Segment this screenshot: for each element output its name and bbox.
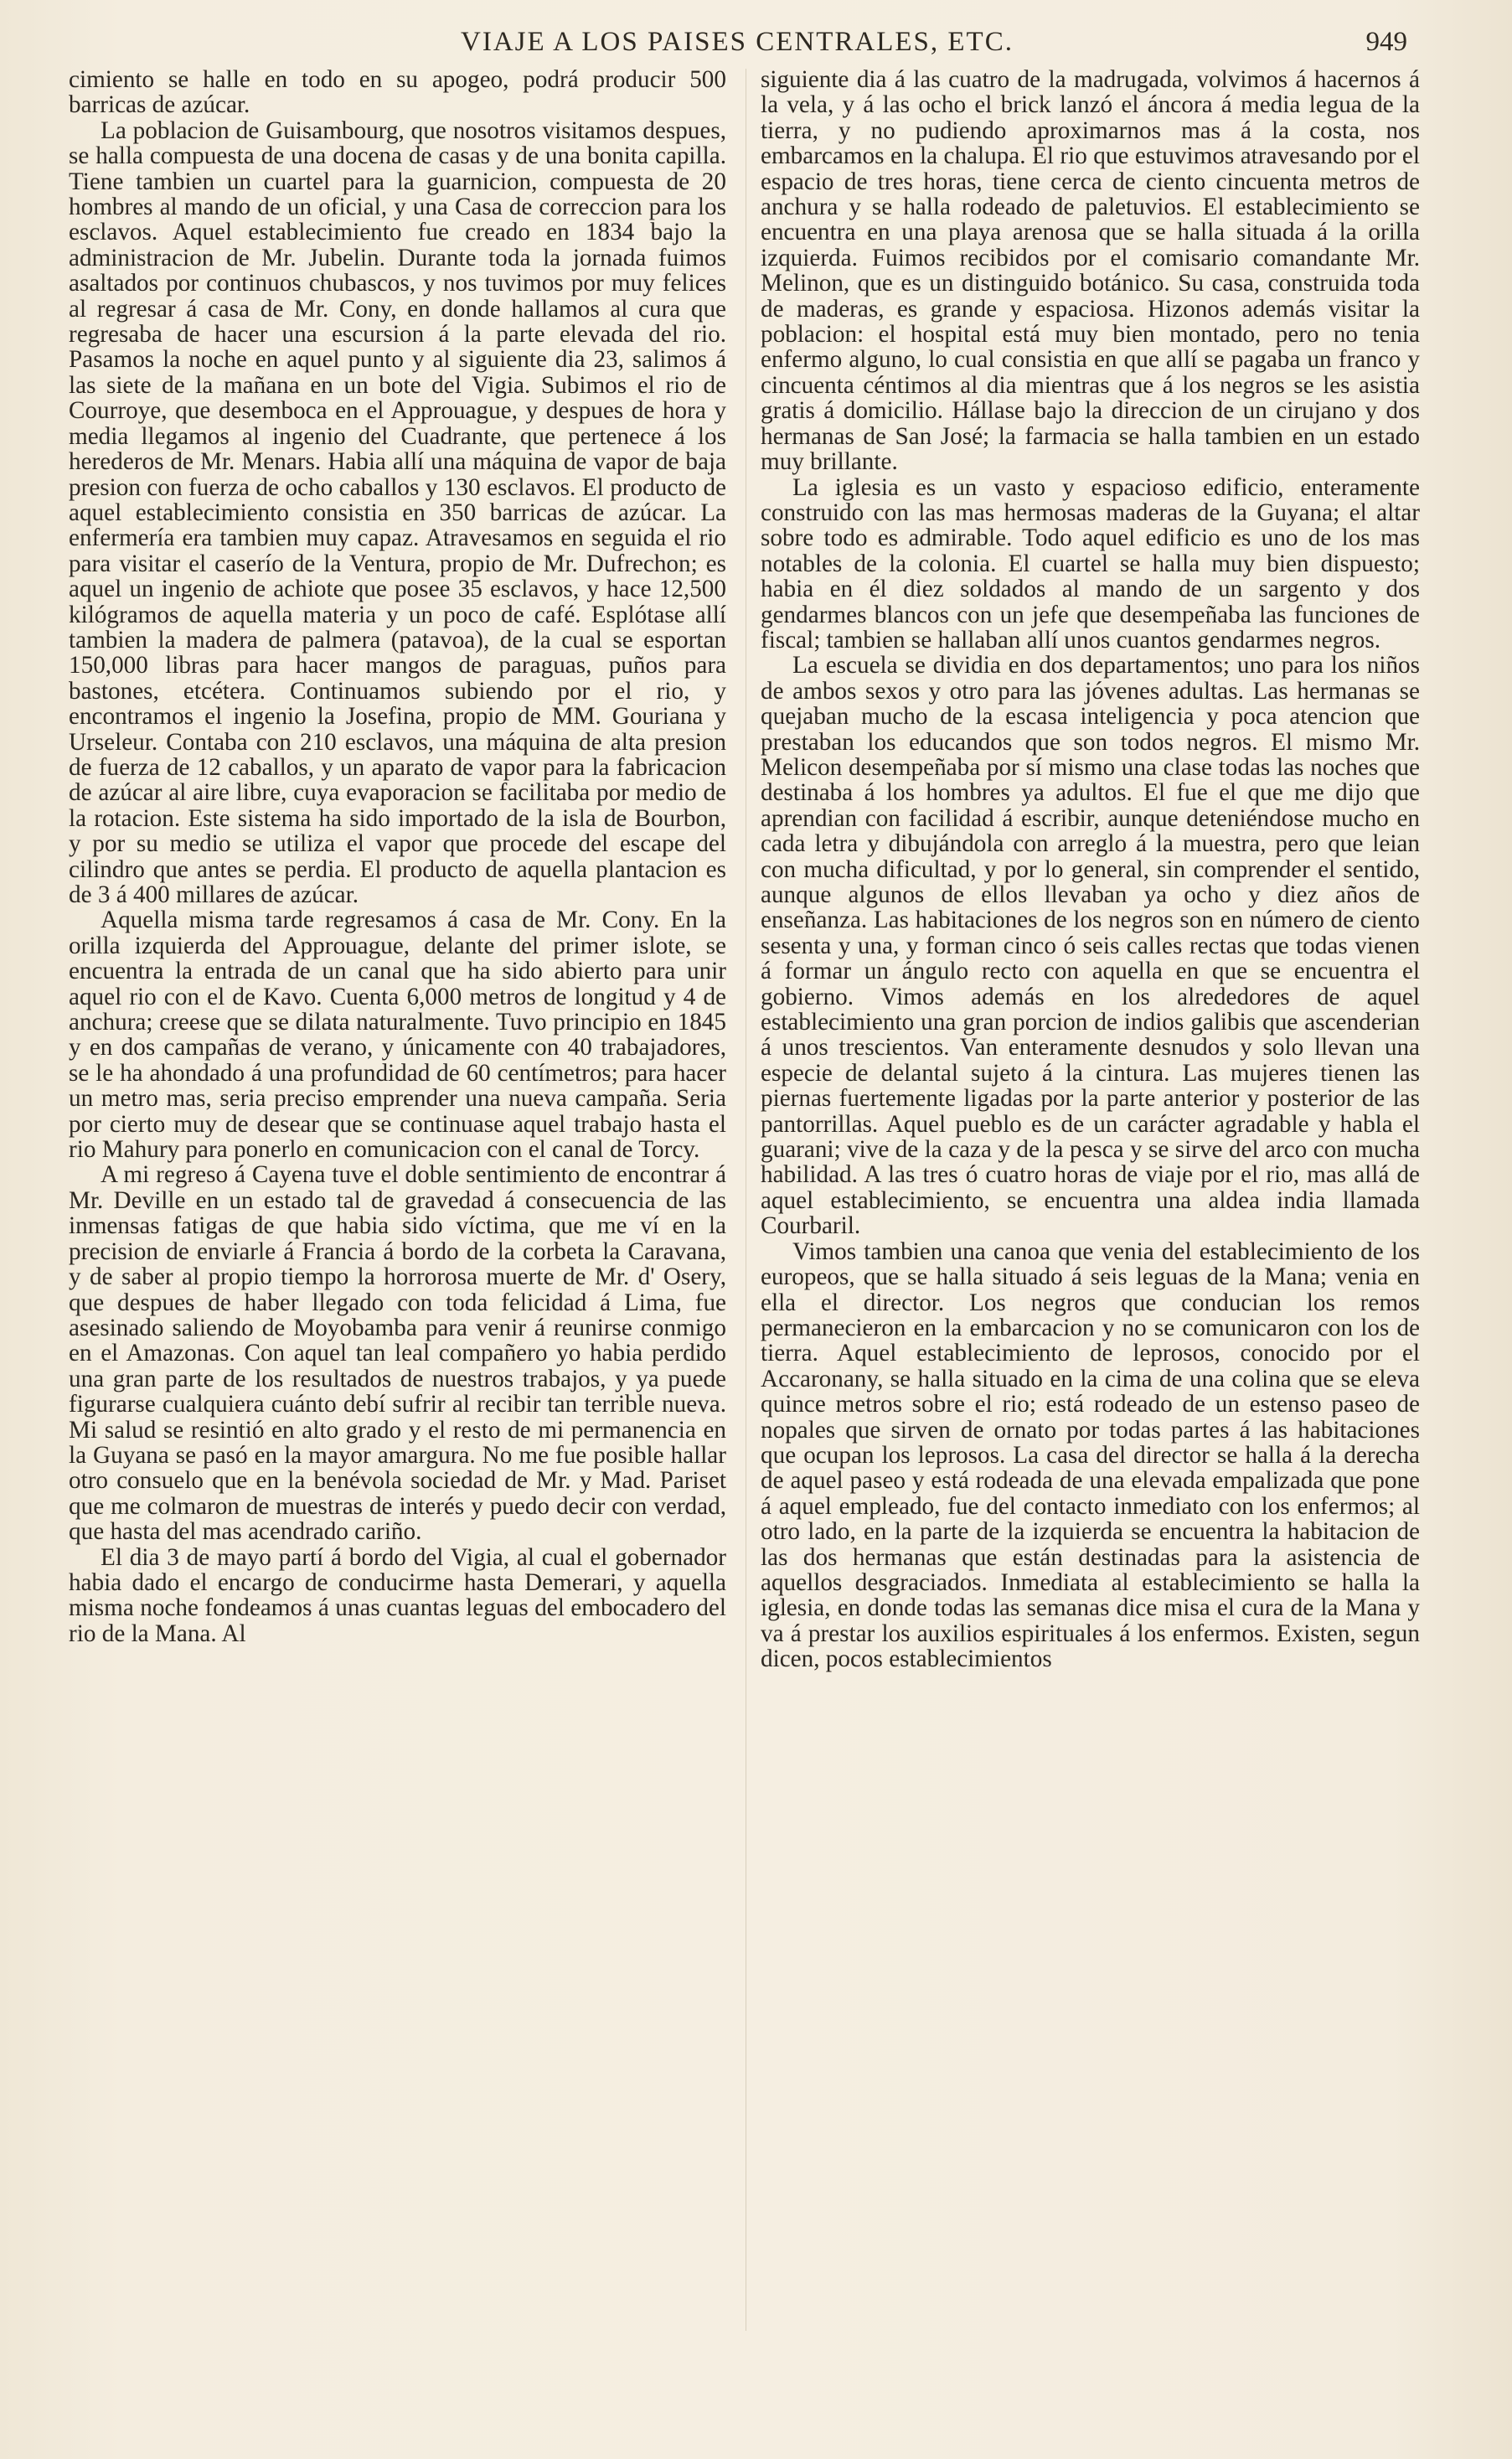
paragraph: Vimos tambien una canoa que venia del establecimiento de los europeos, que se halla situado á seis leguas de la Mana; venia en ella el director. Los negros que conducian los remos permanecieron en la embarcacion y no se comunicaron con los de tierra. Aquel establecimiento de leprosos, conocido por el Accaronany, se halla situado en la cima de una colina que se eleva quince metros sobre el rio; está rodeado de un estenso paseo de nopales que sirven de ornato por todas partes á las habitaciones que ocupan los leprosos. La casa del director se halla á la derecha de aquel paseo y está rodeada de una elevada empalizada que pone á aquel empleado, fue del contacto inmediato con los enfermos; al otro lado, en la parte de la izquierda se encuentra la habitacion de las dos hermanas que están destinadas para la asistencia de aquellos desgraciados. Inmediata al establecimiento se halla la iglesia, en donde todas las semanas dice misa el cura de la Mana y va á prestar los auxilios espirituales á los enfermos. Existen, segun dicen, pocos establecimientos: [761, 1237, 1420, 1673]
left-column: [69, 67, 726, 1646]
paragraph: El dia 3 de mayo partí á bordo del Vigia, al cual el gobernador habia dado el encargo de conducirme hasta Demerari, y aquella misma noche fondeamos á unas cuantas leguas del embocadero del rio de la Mana. Al: [69, 1543, 726, 1647]
page-number: 949: [1365, 27, 1407, 57]
running-header: [67, 27, 1407, 69]
header-title: VIAJE A LOS PAISES CENTRALES, ETC.: [461, 27, 1014, 57]
paragraph: siguiente dia á las cuatro de la madrugada, volvimos á hacernos á la vela, y á las ocho el brick lanzó el áncora á media legua de la tierra, y no pudiendo aproximarnos mas á la costa, nos embarcamos en la chalupa. El rio que estuvimos atravesando por el espacio de tres horas, tiene cerca de ciento cincuenta metros de anchura y se halla rodeado de paletuvios. El establecimiento se encuentra en una playa arenosa que se halla situada á la orilla izquierda. Fuimos recibidos por el comisario comandante Mr. Melinon, que es un distinguido botánico. Su casa, construida toda de maderas, es grande y espaciosa. Hizonos además visitar la poblacion: el hospital está muy bien montado, pero no tenia enfermo alguno, lo cual consistia en que allí se pagaba un franco y cincuenta céntimos al dia mientras que á los negros se les asistia gratis á domicilio. Hállase bajo la direccion de un cirujano y dos hermanas de San José; la farmacia se halla tambien en un estado muy brillante.: [761, 66, 1420, 476]
paragraph: A mi regreso á Cayena tuve el doble sentimiento de encontrar á Mr. Deville en un estado tal de gravedad á consecuencia de las inmensas fatigas de que habia sido víctima, que me ví en la precision de enviarle á Francia á bordo de la corbeta la Caravana, y de saber al propio tiempo la horrorosa muerte de Mr. d' Osery, que despues de haber llegado con toda felicidad á Lima, fue asesinado saliendo de Moyobamba para venir á reunirse conmigo en el Amazonas. Con aquel tan leal compañero yo habia perdido una gran parte de los resultados de nuestros trabajos, y ya puede figurarse cualquiera cuánto debí sufrir al recibir tan terrible nueva. Mi salud se resintió en alto grado y el resto de mi permanencia en la Guyana se pasó en la mayor amargura. No me fue posible hallar otro consuelo que en la benévola sociedad de Mr. y Mad. Pariset que me colmaron de muestras de interés y puedo decir con verdad, que hasta del mas acendrado cariño.: [69, 1161, 726, 1546]
paragraph: La escuela se dividia en dos departamentos; uno para los niños de ambos sexos y otro para las jóvenes adultas. Las hermanas se quejaban mucho de la escasa inteligencia y poca atencion que prestaban los educandos que son todos negros. El mismo Mr. Melicon desempeñaba por sí mismo una clase todas las noches que destinaba á los hombres ya adultos. El fue el que me dijo que aprendian con facilidad á escribir, aunque deteniéndose mucho en cada letra y dibujándola con arreglo á la muestra, pero que leian con mucha dificultad, y por lo general, sin comprender el sentido, aunque algunos de ellos llevaban ya ocho y diez años de enseñanza. Las habitaciones de los negros son en número de ciento sesenta y una, y forman cinco ó seis calles rectas que todas vienen á formar un ángulo recto con aquella en que se encuentra el gobierno. Vimos además en los alrededores de aquel establecimiento una gran porcion de indios galibis que ascenderian á unos trescientos. Van enteramente desnudos y solo llevan una especie de delantal sujeto á la cintura. Las mujeres tienen las piernas fuertemente ligadas por la parte anterior y posterior de las pantorrillas. Aquel pueblo es de un carácter agradable y habla el guarani; vive de la caza y de la pesca y se sirve del arco con mucha habilidad. A las tres ó cuatro horas de viaje por el rio, mas allá de aquel establecimiento, se encuentra una aldea india llamada Courbaril.: [761, 652, 1420, 1240]
paragraph: La poblacion de Guisambourg, que nosotros visitamos despues, se halla compuesta de una docena de casas y de una bonita capilla. Tiene tambien un cuartel para la guarnicion, compuesta de 20 hombres al mando de un oficial, y una Casa de correccion para los esclavos. Aquel establecimiento fue creado en 1834 bajo la administracion de Mr. Jubelin. Durante toda la jornada fuimos asaltados por continuos chubascos, y nos tuvimos por muy felices al regresar á casa de Mr. Cony, en donde hallamos al cura que regresaba de hacer una escursion á la parte elevada del rio. Pasamos la noche en aquel punto y al siguiente dia 23, salimos á las siete de la mañana en un bote del Vigia. Subimos el rio de Courroye, que desemboca en el Approuague, y despues de hora y media llegamos al ingenio del Cuadrante, que pertenece á los herederos de Mr. Menars. Habia allí una máquina de vapor de baja presion con fuerza de ocho caballos y 130 esclavos. El producto de aquel establecimiento consistia en 350 barricas de azúcar. La enfermería era tambien muy capaz. Atravesamos en seguida el rio para visitar el caserío de la Ventura, propio de Mr. Dufrechon; es aquel un ingenio de achiote que posee 35 esclavos, y hace 12,500 kilógramos de aquella materia y un poco de café. Esplótase allí tambien la madera de palmera (patavoa), de la cual se esportan 150,000 libras para hacer mangos de paraguas, puños para bastones, etcétera. Continuamos subiendo por el rio, y encontramos el ingenio la Josefina, propio de MM. Gouriana y Urseleur. Contaba con 210 esclavos, una máquina de alta presion de fuerza de 12 caballos, y un aparato de vapor para la fabricacion de azúcar al aire libre, cuya evaporacion se facilitaba por medio de la rotacion. Este sistema ha sido importado de la isla de Bourbon, y por su medio se utiliza el vapor que procede del escape del cilindro que antes se perdia. El producto de aquella plantacion es de 3 á 400 millares de azúcar.: [69, 116, 726, 908]
paragraph: cimiento se halle en todo en su apogeo, podrá producir 500 barricas de azúcar.: [69, 66, 726, 119]
right-column: [761, 67, 1420, 1672]
paragraph: Aquella misma tarde regresamos á casa de Mr. Cony. En la orilla izquierda del Approuague, delante del primer islote, se encuentra la entrada de un canal que ha sido abierto para unir aquel rio con el de Kavo. Cuenta 6,000 metros de longitud y 4 de anchura; creese que se dilata naturalmente. Tuvo principio en 1845 y en dos campañas de verano, y únicamente con 40 trabajadores, se le ha ahondado á una profundidad de 60 centímetros; para hacer un metro mas, seria preciso emprender una nueva campaña. Seria por cierto muy de desear que se continuase aquel trabajo hasta el rio Mahury para ponerlo en comunicacion con el canal de Torcy.: [69, 907, 726, 1164]
paragraph: La iglesia es un vasto y espacioso edificio, enteramente construido con las mas hermosas maderas de la Guyana; el altar sobre todo es admirable. Todo aquel edificio es uno de los mas notables de la colonia. El cuartel se halla muy bien dispuesto; habia en él diez soldados al mando de un sargento y dos gendarmes blancos con un jefe que desempeñaba las funciones de fiscal; tambien se hallaban allí unos cuantos gendarmes negros.: [761, 473, 1420, 653]
